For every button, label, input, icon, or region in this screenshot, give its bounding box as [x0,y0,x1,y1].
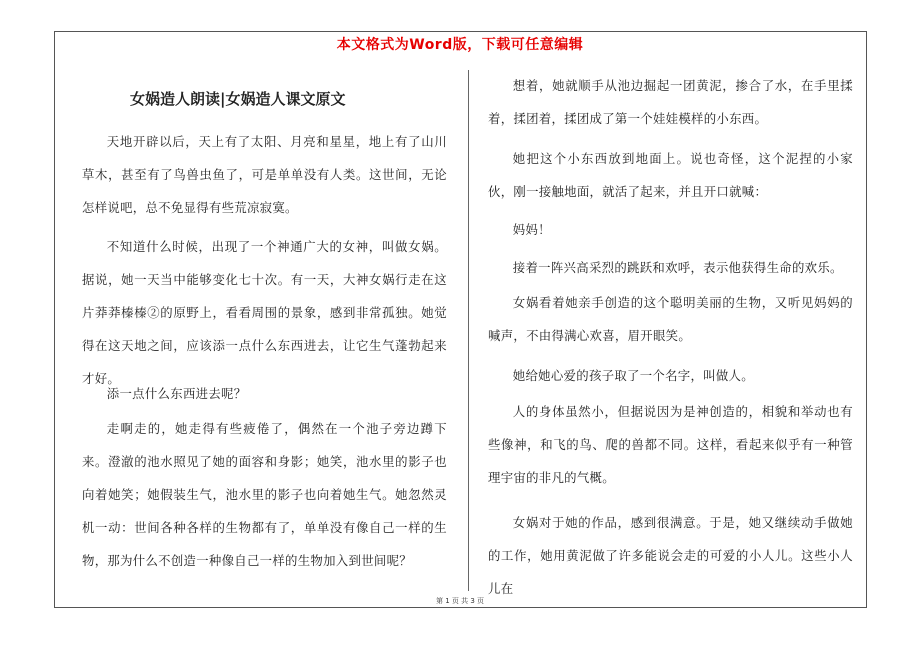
paragraph: 不知道什么时候，出现了一个神通广大的女神，叫做女娲。据说，她一天当中能够变化七十次。有一天，大神女娲行走在这片莽莽榛榛②的原野上，看看周围的景象，感到非常孤独。她觉得在这天地之间，应该添一点什么东西进去，让它生气蓬勃起来才好。 [82,239,447,386]
paragraph: 接着一阵兴高采烈的跳跃和欢呼，表示他获得生命的欢乐。 [512,260,843,275]
paragraph: 添一点什么东西进去呢？ [106,386,247,401]
paragraph: 人的身体虽然小，但据说因为是神创造的，相貌和举动也有些像神，和飞的鸟、爬的兽都不同。这样，看起来似乎有一种管理宇宙的非凡的气概。 [488,404,853,485]
paragraph: 女娲看着她亲手创造的这个聪明美丽的生物，又听见妈妈的喊声，不由得满心欢喜，眉开眼笑。 [488,295,853,343]
paragraph: 她给她心爱的孩子取了一个名字，叫做人。 [512,368,754,383]
paragraph: 妈妈！ [512,222,551,237]
paragraph: 想着，她就顺手从池边掘起一团黄泥，掺合了水，在手里揉着，揉团着，揉团成了第一个娃娃模样的小东西。 [488,78,853,126]
column-divider [468,70,469,591]
document-title: 女娲造人朗读|女娲造人课文原文 [130,90,346,108]
page-number-footer: 第 1 页 共 3 页 [435,597,485,605]
paragraph: 她把这个小东西放到地面上。说也奇怪，这个泥捏的小家伙，刚一接触地面，就活了起来，并且开口就喊： [488,151,853,199]
paragraph: 走啊走的，她走得有些疲倦了，偶然在一个池子旁边蹲下来。澄澈的池水照见了她的面容和身影；她笑，池水里的影子也向着她笑；她假装生气，池水里的影子也向着她生气。她忽然灵机一动：世间各种各样的生物都有了，单单没有像自己一样的生物，那为什么不创造一种像自己一样的生物加入到世间呢？ [82,421,447,568]
paragraph: 女娲对于她的作品，感到很满意。于是，她又继续动手做她的工作，她用黄泥做了许多能说会走的可爱的小人儿。这些小人儿在 [488,515,853,596]
paragraph: 天地开辟以后，天上有了太阳、月亮和星星，地上有了山川草木，甚至有了鸟兽虫鱼了，可是单单没有人类。这世间，无论怎样说吧，总不免显得有些荒凉寂寞。 [82,134,447,215]
word-format-notice: 本文格式为Word版，下载可任意编辑 [336,37,584,53]
